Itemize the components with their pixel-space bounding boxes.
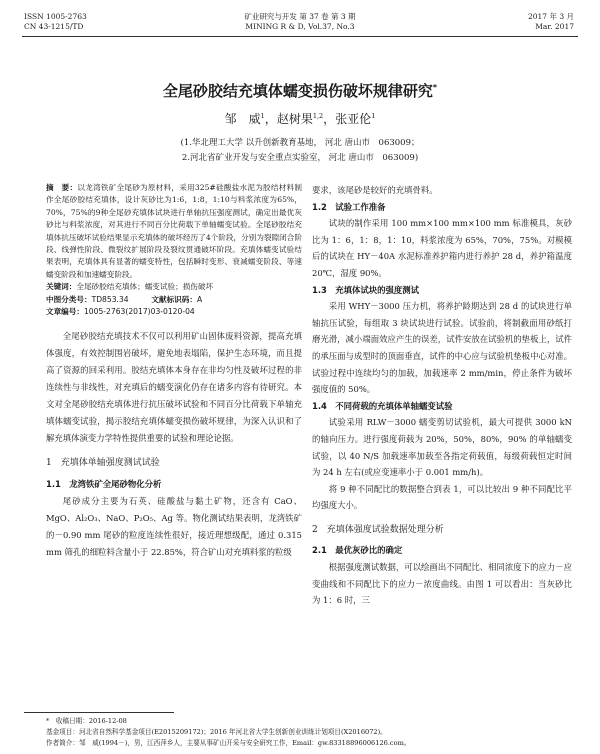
running-header-journal: 矿业研究与开发 第 37 卷 第 3 期 MINING R & D, Vol.37, No.3 — [244, 12, 356, 31]
classification-line: 中图分类号：TD853.34 文献标识码：A — [46, 294, 203, 304]
subsection-heading: 1.2 试验工作准备 — [312, 201, 386, 212]
keywords: 关键词：全尾砂胶结充填体；蠕变试验；损伤破坏 — [46, 282, 214, 292]
footnote-received: * 收稿日期：2016-12-08 — [46, 717, 127, 725]
subsection-heading: 1.1 龙湾铁矿全尾砂物化分析 — [46, 479, 162, 490]
body-paragraph: 尾砂成分主要为石英、硅酸盐与黏土矿物，还含有 CaO、MgO、Al₂O₃、NaO、P₂O₅、Ag 等。物化测试结果表明，龙湾铁矿的－0.90 mm 尾砂的粒度连续性很好，接近理想级配，通过 0.315 mm 筛孔的细粒料含量小于 22.85%，符合矿山对充填料浆的粒级 — [46, 496, 302, 558]
abstract: 摘 要：以龙湾铁矿全尾砂为原材料，采用325#硅酸盐水泥为胶结材料制作全尾砂胶结充填体，设计灰砂比为1:6，1:8，1:10与料浆浓度为65%，70%，75%的9种全尾砂充填体试块进行单轴抗压强度测试，确定出最优灰砂比与料浆浓度，对其进行不同百分比荷载下单轴蠕变试验。全尾砂胶结充填体抗压破坏试验结果显示充填体的破坏经历了4个阶段，分别为裂隙闭合阶段、线弹性阶段、微裂纹扩展阶段及裂纹贯通破坏阶段。充填体蠕变试验结果表明，充填体具有显著的蠕变特性，包括瞬时变形、衰减蠕变阶段、等速蠕变阶段和加速蠕变阶段。 — [46, 183, 303, 279]
introduction-paragraph: 全尾砂胶结充填技术不仅可以利用矿山固体废料资源，提高充填体强度，有效控制围岩破坏，避免地表塌陷，保护生态环境，而且提高了资源的回采利用。胶结充填体本身存在非均匀性及破坏过程的非连续性与非线性，对充填后的蠕变演化仍存在诸多内容有待研究。本文对全尾砂胶结充填体进行抗压破坏试验和不同百分比荷载下单轴充填体蠕变试验，揭示胶结充填体蠕变损伤破坏规律，为深入认识和了解充填体演变力学特性提供重要的试验和理论论据。 — [46, 331, 302, 444]
author-name: 赵树果 — [276, 112, 313, 126]
author-name: 张亚伦 — [335, 112, 372, 126]
subsection-heading: 1.3 充填体试块的强度测试 — [312, 284, 419, 295]
paper-title: 全尾砂胶结充填体蠕变损伤破坏规律研究* — [162, 82, 438, 100]
affiliation-1: (1.华北理工大学 以升创新教育基地， 河北 唐山市 063009； — [180, 138, 420, 148]
section-heading: 1 充填体单轴强度测试试验 — [46, 458, 160, 469]
running-header-right: 2017 年 3 月 Mar. 2017 — [527, 12, 574, 31]
header-divider — [22, 36, 578, 37]
affiliation-2: 2.河北省矿业开发与安全重点实验室， 河北 唐山市 063009) — [181, 153, 419, 163]
body-paragraph: 将 9 种不同配比的数据整合到表 1，可以比较出 9 种不同配比平均强度大小。 — [312, 483, 572, 511]
left-column — [46, 182, 302, 561]
body-paragraph: 试验采用 RLW－3000 蠕变剪切试验机，最大可提供 3000 kN 的轴向压力。进行强度荷载为 20%，50%，80%，90% 的单轴蠕变试验，以 40 N/S 加载速率加载至各指定荷载值，每级荷载恒定时间为 24 h 左右(或应变速率小于 0.001 mm/h)。 — [312, 417, 572, 478]
footnote-divider — [24, 712, 174, 713]
article-number: 文章编号：1005-2763(2017)03-0120-04 — [46, 307, 195, 317]
body-paragraph: 采用 WHY－3000 压力机，将养护龄期达到 28 d 的试块进行单轴抗压试验，每组取 3 块试块进行试验。试验前，将制截面用砂纸打磨光滑，减小端面效应产生的误差，试件安放在试验机的垫板上，试件的承压面与成型时的顶面垂直，试件的中心应与试验机垫板中心对准。试验过程中连续均匀的加载，加载速率 2 mm/min，停止条件为破坏强度值的 50%。 — [312, 301, 572, 395]
subsection-heading: 2.1 最优灰砂比的确定 — [312, 545, 403, 556]
right-column — [312, 182, 572, 609]
footnote-funding: 基金项目：河北省自然科学基金项目(E2015209172)；2016 年河北省大学生创新创业训练计划项目(X2016072)。 — [46, 728, 387, 736]
title-footnote-mark: * — [432, 83, 438, 92]
section-heading: 2 充填体强度试验数据处理分析 — [312, 524, 444, 535]
author-name: 邹 威 — [224, 112, 261, 126]
body-paragraph: 试块的制作采用 100 mm×100 mm×100 mm 标准模具，灰砂比为 1：6，1：8，1：10，料浆浓度为 65%，70%，75%。对模模后的试块在 HY－40A 水泥标准养护箱内进行养护 28 d，养护箱温度 20℃，湿度 90%。 — [312, 218, 572, 278]
body-paragraph: 要求，该尾砂是较好的充填骨料。 — [312, 185, 438, 195]
author-list: 邹 威$^1$，赵树果$^{1,2}$，张亚伦$^1$ — [224, 112, 376, 126]
running-header-left: ISSN 1005-2763 CN 43-1215/TD — [24, 12, 87, 31]
subsection-heading: 1.4 不同荷载的充填体单轴蠕变试验 — [312, 400, 453, 411]
body-paragraph: 根据强度测试数据，可以绘画出不同配比、相同浓度下的应力－应变曲线和不同配比下的应力－浓度曲线。由图 1 可以看出：当灰砂比为 1：6 时，三 — [312, 562, 572, 606]
footnote-author-bio: 作者简介：邹 威(1994－)，男，江西萍乡人，主要从事矿山开采与安全研究工作，Email：gw.83318896006126.com。 — [46, 739, 411, 747]
